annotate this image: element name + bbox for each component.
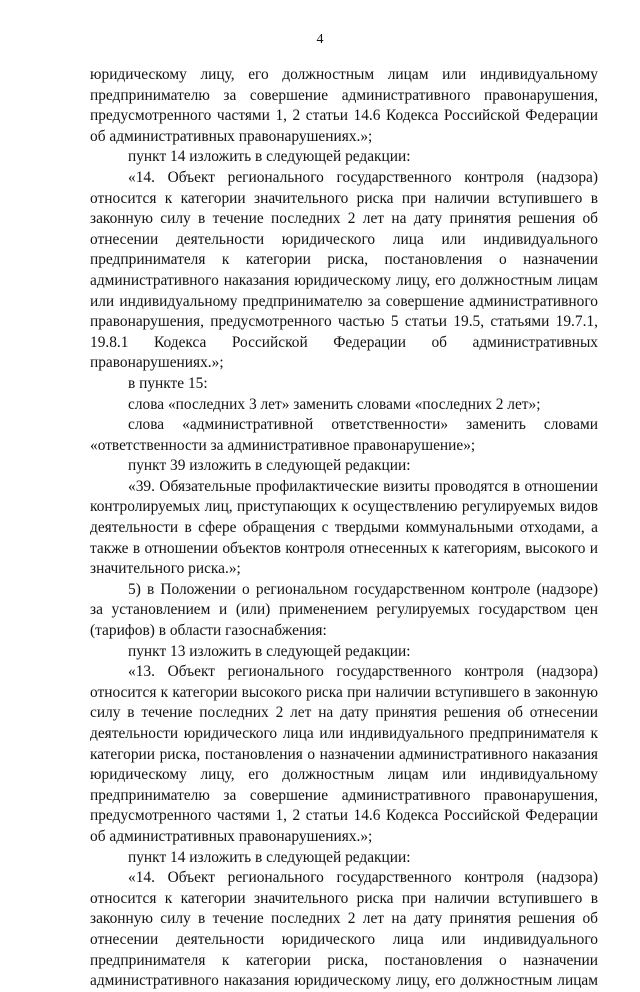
paragraph: слова «последних 3 лет» заменить словами «последних 2 лет»; <box>128 395 541 413</box>
paragraph: пункт 39 изложить в следующей редакции: <box>128 457 411 475</box>
paragraph: «13. Объект регионального государственного контроля (надзора) относится к категории высокого риска при наличии вступившего в законную силу в течение последних 2 лет на дату принятия решения об отнесении деятельности юридического лица или индивидуального предпринимателя к категории риска, постановления о назначении административного наказания юридическому лицу, его должностным лицам или индивидуальному предпринимателю за совершение административного правонарушения, предусмотренного частями 1, 2 статьи 14.6 Кодекса Российской Федерации об административных правонарушениях.»; <box>90 663 598 845</box>
paragraph: «39. Обязательные профилактические визиты проводятся в отношении контролируемых лиц, приступающих к осуществлению регулируемых видов деятельности в сфере обращения с твердыми коммунальными отходами, а также в отношении объектов контроля отнесенных к категориям, высокого и значительного риска.»; <box>90 477 598 578</box>
paragraph: пункт 14 изложить в следующей редакции: <box>128 848 411 866</box>
paragraph: «14. Объект регионального государственного контроля (надзора) относится к категории значительного риска при наличии вступившего в законную силу в течение последних 2 лет на дату принятия решения об отнесении деятельности юридического лица или индивидуального предпринимателя к категории риска, постановления о назначении административного наказания юридическому лицу, его должностным лицам <box>90 869 598 990</box>
paragraph: юридическому лицу, его должностным лицам или индивидуальному предпринимателю за совершение административного правонарушения, предусмотренного частями 1, 2 статьи 14.6 Кодекса Российской Федерации об административных правонарушениях.»; <box>90 66 598 145</box>
paragraph: «14. Объект регионального государственного контроля (надзора) относится к категории значительного риска при наличии вступившего в законную силу в течение последних 2 лет на дату принятия решения об отнесении деятельности юридического лица или индивидуального предпринимателя к категории риска, постановления о назначении административного наказания юридическому лицу, его должностным лицам или индивидуальному предпринимателю за совершение административного правонарушения, предусмотренного частью 5 статьи 19.5, статьями 19.7.1, 19.8.1 Кодекса Российской Федерации об административных правонарушениях.»; <box>90 168 598 372</box>
document-body <box>90 65 598 992</box>
paragraph: 5) в Положении о региональном государственном контроле (надзоре) за установлением и (или) применением регулируемых государством цен (тарифов) в области газоснабжения: <box>90 580 598 640</box>
page-number: 4 <box>316 32 324 47</box>
paragraph: пункт 14 изложить в следующей редакции: <box>128 148 411 166</box>
paragraph: пункт 13 изложить в следующей редакции: <box>128 642 411 660</box>
paragraph: слова «административной ответственности» заменить словами «ответственности за административное правонарушение»; <box>90 416 598 454</box>
paragraph: в пункте 15: <box>128 374 208 392</box>
